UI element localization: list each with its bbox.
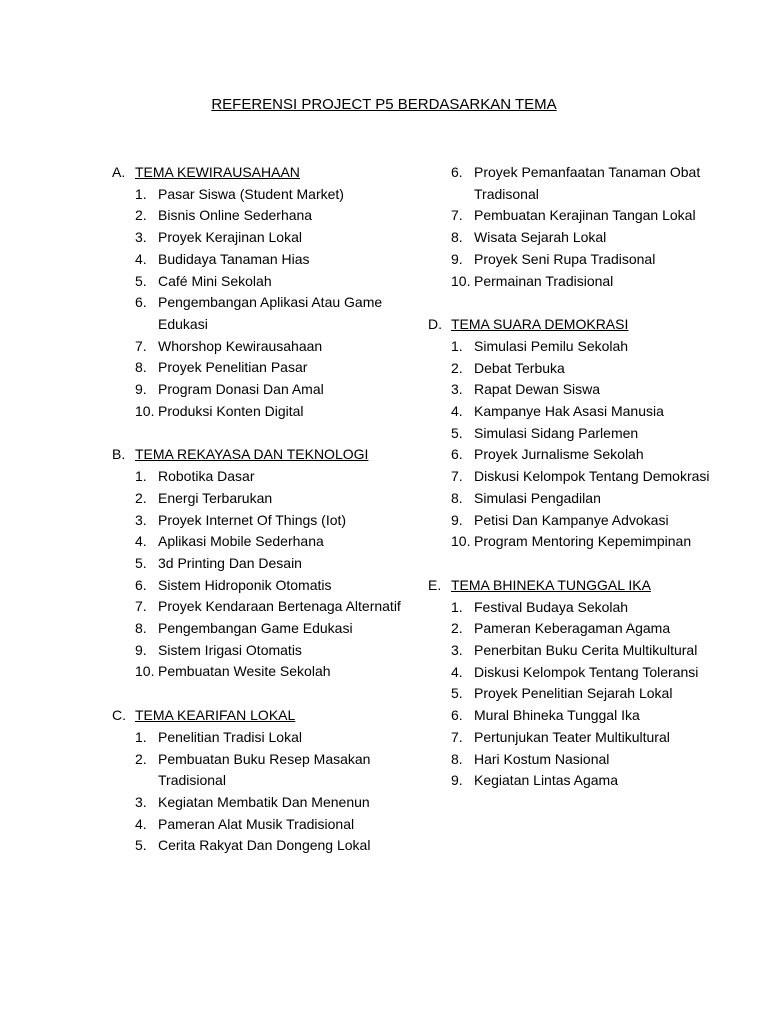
item-text: Proyek Jurnalisme Sekolah: [474, 446, 644, 463]
list-item: [428, 683, 748, 705]
list-item: [112, 792, 412, 814]
list-item: [112, 575, 412, 597]
item-number: 4.: [451, 403, 463, 420]
list-item: [112, 292, 412, 335]
list-item: [428, 336, 748, 358]
item-text: Proyek Kendaraan Bertenaga Alternatif: [158, 598, 401, 615]
item-text: Proyek Penelitian Sejarah Lokal: [474, 685, 673, 702]
section-letter: A.: [112, 164, 126, 180]
item-text: Pameran Keberagaman Agama: [474, 620, 671, 637]
item-number: 6.: [135, 294, 147, 311]
list-item: [428, 749, 748, 771]
item-number: 2.: [135, 489, 147, 506]
item-number: 7.: [451, 468, 463, 485]
item-text: Pameran Alat Musik Tradisional: [158, 815, 355, 832]
list-item: [428, 401, 748, 423]
item-text: Cerita Rakyat Dan Dongeng Lokal: [158, 837, 371, 854]
list-item: [112, 271, 412, 293]
left-column: [112, 162, 412, 879]
list-item: [112, 401, 412, 423]
item-number: 5.: [135, 837, 147, 854]
item-number: 7.: [135, 337, 147, 354]
list-item: [428, 249, 748, 271]
item-text: Energi Terbarukan: [158, 489, 273, 506]
item-text: Pertunjukan Teater Multikultural: [474, 728, 670, 745]
item-text: Pengembangan Game Edukasi: [158, 620, 353, 637]
item-text: Aplikasi Mobile Sederhana: [158, 533, 324, 550]
list-item: [112, 531, 412, 553]
list-item: [112, 205, 412, 227]
list-item: [428, 510, 748, 532]
item-text: Sistem Irigasi Otomatis: [158, 641, 302, 658]
list-item: [428, 662, 748, 684]
section-letter: C.: [112, 707, 126, 724]
list-item: [112, 835, 412, 857]
list-item: [112, 640, 412, 662]
list-item: [428, 227, 748, 249]
item-number: 3.: [135, 793, 147, 810]
item-text: Bisnis Online Sederhana: [158, 207, 313, 224]
item-text: Rapat Dewan Siswa: [474, 381, 601, 398]
list-item: [428, 488, 748, 510]
item-text: Penelitian Tradisi Lokal: [158, 728, 302, 745]
item-number: 5.: [135, 554, 147, 571]
item-text: Kegiatan Membatik Dan Menenun: [158, 793, 370, 810]
item-text: Simulasi Pengadilan: [474, 489, 601, 506]
section-heading: [428, 575, 748, 597]
theme-section: [112, 444, 412, 683]
item-number: 4.: [135, 250, 147, 267]
item-number: 6.: [135, 576, 147, 593]
item-number: 9.: [135, 641, 147, 658]
item-number: 9.: [135, 381, 147, 398]
item-text: Proyek Kerajinan Lokal: [158, 229, 302, 246]
list-item: [112, 184, 412, 206]
item-number: 3.: [451, 381, 463, 398]
item-text: Proyek Seni Rupa Tradisonal: [474, 250, 656, 267]
section-heading: [112, 705, 412, 727]
item-number: 1.: [451, 598, 463, 615]
item-text: Program Mentoring Kepemimpinan: [474, 533, 692, 550]
item-number: 2.: [451, 359, 463, 376]
item-number: 1.: [135, 728, 147, 745]
section-title: TEMA KEARIFAN LOKAL: [135, 707, 296, 724]
item-number: 5.: [135, 272, 147, 289]
section-letter: E.: [428, 576, 442, 593]
list-item: [112, 510, 412, 532]
list-item: [112, 336, 412, 358]
item-number: 5.: [451, 685, 463, 702]
list-item: [428, 271, 748, 293]
item-number: 2.: [451, 620, 463, 637]
item-number: 9.: [451, 511, 463, 528]
item-text: Pembuatan Buku Resep Masakan Tradisional: [158, 750, 371, 789]
item-number: 8.: [135, 620, 147, 637]
item-text: Pasar Siswa (Student Market): [158, 185, 344, 202]
item-text: Mural Bhineka Tunggal Ika: [474, 707, 640, 724]
list-item: [428, 466, 748, 488]
item-number: 4.: [135, 815, 147, 832]
item-text: Simulasi Sidang Parlemen: [474, 424, 639, 441]
item-number: 1.: [135, 185, 147, 202]
theme-section: [428, 314, 748, 553]
document-title: REFERENSI PROJECT P5 BERDASARKAN TEMA: [211, 96, 557, 113]
item-text: Permainan Tradisional: [474, 272, 614, 289]
list-item: [112, 814, 412, 836]
item-text: Sistem Hidroponik Otomatis: [158, 576, 332, 593]
item-text: Simulasi Pemilu Sekolah: [474, 337, 629, 354]
item-text: Debat Terbuka: [474, 359, 565, 376]
item-number: 2.: [135, 207, 147, 224]
theme-section: [112, 162, 412, 422]
item-number: 10.: [451, 272, 471, 289]
list-item: [112, 357, 412, 379]
section-title: TEMA REKAYASA DAN TEKNOLOGI: [135, 446, 369, 463]
item-text: Pembuatan Wesite Sekolah: [158, 663, 331, 680]
item-number: 7.: [451, 207, 463, 224]
item-number: 10.: [451, 533, 471, 550]
item-number: 10.: [135, 402, 155, 419]
item-text: Budidaya Tanaman Hias: [158, 250, 310, 267]
list-item: [112, 227, 412, 249]
item-text: Proyek Penelitian Pasar: [158, 359, 308, 376]
item-text: Whorshop Kewirausahaan: [158, 337, 323, 354]
theme-section: [428, 575, 748, 792]
item-number: 7.: [451, 728, 463, 745]
list-item: [112, 661, 412, 683]
theme-section: [428, 162, 748, 292]
item-number: 6.: [451, 164, 463, 180]
section-heading: [428, 314, 748, 336]
item-text: Festival Budaya Sekolah: [474, 598, 629, 615]
item-number: 3.: [451, 642, 463, 659]
item-text: Diskusi Kelompok Tentang Toleransi: [474, 663, 699, 680]
list-item: [428, 358, 748, 380]
item-number: 6.: [451, 707, 463, 724]
item-text: Kampanye Hak Asasi Manusia: [474, 403, 664, 420]
list-item: [428, 597, 748, 619]
section-letter: D.: [428, 316, 442, 333]
item-text: Pembuatan Kerajinan Tangan Lokal: [474, 207, 696, 224]
item-number: 4.: [451, 663, 463, 680]
item-text: Program Donasi Dan Amal: [158, 381, 324, 398]
item-text: Robotika Dasar: [158, 468, 255, 485]
item-text: Proyek Internet Of Things (Iot): [158, 511, 347, 528]
list-item: [428, 423, 748, 445]
list-item: [112, 749, 412, 792]
item-text: Café Mini Sekolah: [158, 272, 272, 289]
item-number: 8.: [135, 359, 147, 376]
section-title: TEMA KEWIRAUSAHAAN: [135, 164, 300, 180]
item-number: 10.: [135, 663, 155, 680]
list-item: [112, 249, 412, 271]
item-text: Kegiatan Lintas Agama: [474, 772, 618, 789]
section-title: TEMA SUARA DEMOKRASI: [451, 316, 629, 333]
item-number: 3.: [135, 229, 147, 246]
list-item: [428, 162, 748, 205]
item-text: Petisi Dan Kampanye Advokasi: [474, 511, 669, 528]
item-text: 3d Printing Dan Desain: [158, 554, 302, 571]
item-number: 3.: [135, 511, 147, 528]
list-item: [428, 727, 748, 749]
item-text: Produksi Konten Digital: [158, 402, 304, 419]
list-item: [428, 531, 748, 553]
section-heading: [112, 162, 412, 184]
list-item: [112, 488, 412, 510]
list-item: [112, 553, 412, 575]
item-number: 8.: [451, 489, 463, 506]
theme-section: [112, 705, 412, 857]
list-item: [428, 444, 748, 466]
item-number: 7.: [135, 598, 147, 615]
section-title: TEMA BHINEKA TUNGGAL IKA: [451, 576, 651, 593]
list-item: [428, 770, 748, 792]
item-text: Proyek Pemanfaatan Tanaman Obat Tradisonal: [474, 164, 701, 202]
item-number: 9.: [451, 772, 463, 789]
list-item: [112, 727, 412, 749]
list-item: [428, 379, 748, 401]
item-number: 9.: [451, 250, 463, 267]
item-text: Hari Kostum Nasional: [474, 750, 610, 767]
item-text: Diskusi Kelompok Tentang Demokrasi: [474, 468, 710, 485]
item-number: 5.: [451, 424, 463, 441]
list-item: [112, 379, 412, 401]
item-text: Wisata Sejarah Lokal: [474, 229, 607, 246]
item-number: 1.: [135, 468, 147, 485]
section-heading: [112, 444, 412, 466]
item-number: 6.: [451, 446, 463, 463]
item-text: Penerbitan Buku Cerita Multikultural: [474, 642, 698, 659]
list-item: [428, 705, 748, 727]
item-number: 8.: [451, 750, 463, 767]
item-number: 8.: [451, 229, 463, 246]
list-item: [112, 596, 412, 618]
item-number: 4.: [135, 533, 147, 550]
list-item: [428, 618, 748, 640]
list-item: [112, 618, 412, 640]
list-item: [112, 466, 412, 488]
item-number: 1.: [451, 337, 463, 354]
list-item: [428, 640, 748, 662]
item-number: 2.: [135, 750, 147, 767]
section-letter: B.: [112, 446, 126, 463]
right-column: [428, 162, 748, 814]
list-item: [428, 205, 748, 227]
item-text: Pengembangan Aplikasi Atau Game Edukasi: [158, 294, 383, 332]
